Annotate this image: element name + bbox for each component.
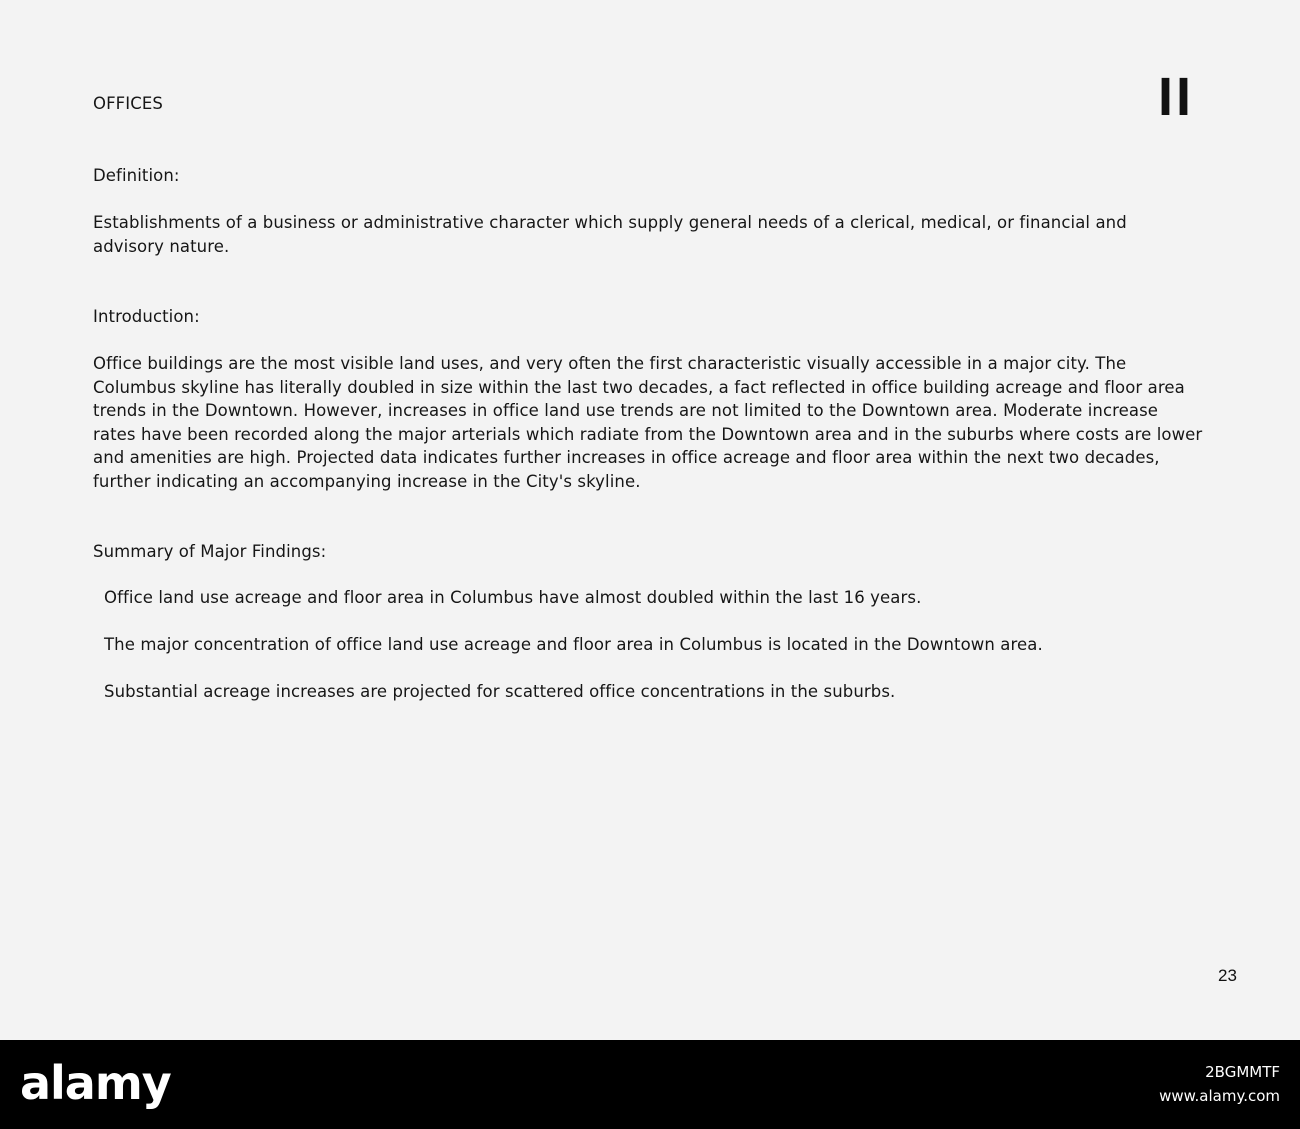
stock-url: www.alamy.com — [1159, 1087, 1280, 1105]
definition-body: Establishments of a business or administrative character which supply general needs of a clerical, medical, or financial and advisory nature. — [93, 213, 1127, 256]
page-number: 23 — [1218, 966, 1237, 985]
watermark-footer — [0, 1040, 1300, 1129]
finding-item: The major concentration of office land use acreage and floor area in Columbus is located in the Downtown area. — [104, 635, 1043, 654]
introduction-label: Introduction: — [93, 307, 200, 326]
finding-item: Office land use acreage and floor area in Columbus have almost doubled within the last 16 years. — [104, 588, 922, 607]
image-id: 2BGMMTF — [1205, 1063, 1280, 1081]
stock-logo: alamy — [20, 1056, 171, 1110]
summary-label: Summary of Major Findings: — [93, 542, 327, 561]
chapter-mark: II — [1158, 67, 1195, 127]
finding-item: Substantial acreage increases are projected for scattered office concentrations in the suburbs. — [104, 682, 896, 701]
definition-label: Definition: — [93, 166, 180, 185]
introduction-body: Office buildings are the most visible land uses, and very often the first characteristic visually accessible in a major city. The Columbus skyline has literally doubled in size within the last two decades, a fact reflected in office building acreage and floor area trends in the Downtown. However, increases in office land use trends are not limited to the Downtown area. Moderate increase rates have been recorded along the major arterials which radiate from the Downtown area and in the suburbs where costs are lower and amenities are high. Projected data indicates further increases in office acreage and floor area within the next two decades, further indicating an accompanying increase in the City's skyline. — [93, 354, 1203, 491]
section-heading: OFFICES — [93, 94, 163, 113]
